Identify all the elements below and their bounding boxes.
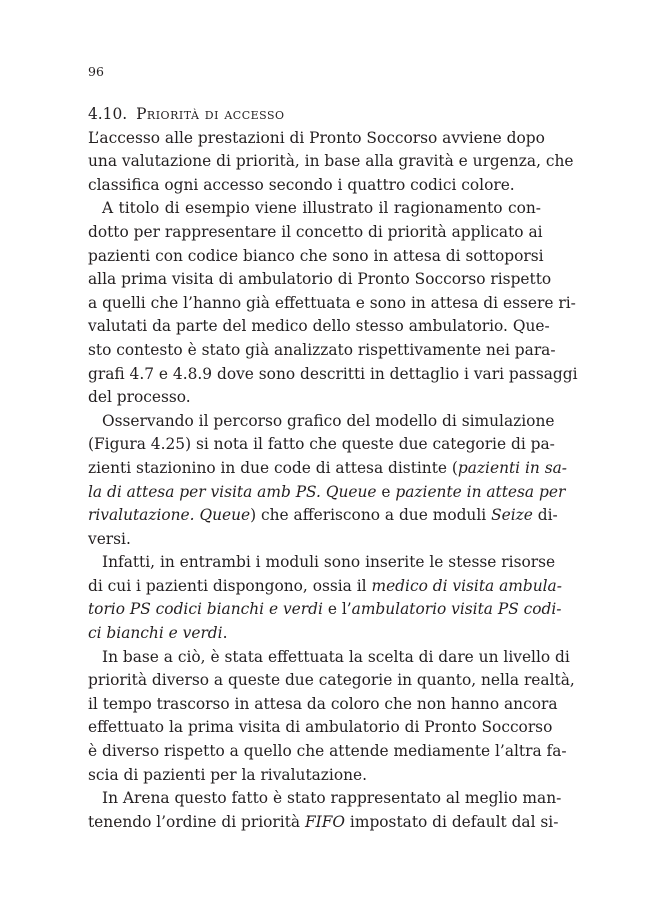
text-run: una valutazione di priorità, in base alla gravità e urgenza, che — [88, 152, 574, 171]
text-line — [88, 740, 567, 764]
text-run: e — [376, 482, 396, 501]
text-run: è diverso rispetto a quello che attende mediamente l’altra fa- — [88, 742, 567, 761]
text-line — [88, 528, 541, 552]
text-line — [88, 481, 566, 505]
text-run: (Figura 4.25) si nota il fatto che queste due categorie di pa- — [88, 435, 555, 454]
text-run: il tempo trascorso in attesa da coloro che non hanno ancora — [88, 694, 558, 713]
italic-text: medico di visita ambula- — [371, 576, 562, 595]
text-run: In base a ciò, è stata effettuata la scelta di dare un livello di — [102, 647, 570, 666]
text-line — [88, 669, 575, 693]
text-line — [88, 457, 568, 481]
text-line — [88, 339, 556, 363]
text-run: di cui i pazienti dispongono, ossia il — [88, 576, 372, 595]
text-line — [88, 575, 562, 599]
italic-text: FIFO — [304, 812, 346, 831]
italic-text: ambulatorio visita PS codi- — [351, 600, 562, 619]
text-run: zienti stazionino in due code di attesa distinte ( — [88, 458, 458, 477]
text-line — [88, 245, 544, 269]
text-line — [88, 150, 574, 174]
text-line — [88, 127, 545, 151]
italic-text: rivalutazione. Queue — [88, 506, 251, 525]
paragraph-lines — [88, 127, 578, 835]
text-line — [88, 197, 541, 221]
body-text — [88, 103, 578, 834]
text-line — [88, 386, 541, 410]
text-run: sto contesto è stato già analizzato rispettivamente nei para- — [88, 340, 556, 359]
text-run: tenendo l’ordine di priorità — [88, 812, 305, 831]
text-line — [88, 292, 576, 316]
text-line — [88, 551, 556, 575]
text-run: L’accesso alle prestazioni di Pronto Soccorso avviene dopo — [88, 128, 545, 147]
text-run: scia di pazienti per la rivalutazione. — [88, 765, 368, 784]
text-run: . — [222, 624, 228, 643]
text-run: Infatti, in entrambi i moduli sono inserite le stesse risorse — [102, 553, 556, 572]
text-run: priorità diverso a queste due categorie in quanto, nella realtà, — [88, 671, 575, 690]
text-line — [88, 363, 578, 387]
text-line — [88, 787, 562, 811]
text-line — [88, 811, 559, 835]
section-heading — [88, 103, 541, 127]
text-run: alla prima visita di ambulatorio di Pronto Soccorso rispetto — [88, 270, 552, 289]
italic-text: paziente in attesa per — [395, 482, 566, 501]
section-number: 4.10. — [88, 105, 128, 123]
text-line — [88, 268, 552, 292]
text-line — [88, 598, 562, 622]
text-line — [88, 410, 555, 434]
text-line — [88, 693, 558, 717]
text-run: e l’ — [322, 600, 352, 619]
text-run: ) che afferiscono a due moduli — [250, 506, 492, 525]
text-run: del processo. — [88, 388, 191, 407]
section-title: Priorità di accesso — [136, 105, 285, 123]
text-line — [88, 174, 541, 198]
italic-text: Seize — [491, 506, 533, 525]
text-run: Osservando il percorso grafico del modello di simulazione — [102, 411, 555, 430]
text-run: In Arena questo fatto è stato rappresentato al meglio man- — [102, 789, 562, 808]
text-run: di- — [532, 506, 558, 525]
text-run: effettuato la prima visita di ambulatorio di Pronto Soccorso — [88, 718, 553, 737]
text-run: A titolo di esempio viene illustrato il ragionamento con- — [102, 199, 541, 218]
text-run: impostato di default dal si- — [345, 812, 559, 831]
text-run: pazienti con codice bianco che sono in attesa di sottoporsi — [88, 246, 544, 265]
text-line — [88, 764, 541, 788]
page-number: 96 — [88, 64, 104, 79]
text-line — [88, 716, 553, 740]
text-line — [88, 646, 570, 670]
italic-text: pazienti in sa- — [457, 458, 568, 477]
text-run: dotto per rappresentare il concetto di priorità applicato ai — [88, 222, 543, 241]
italic-text: la di attesa per visita amb PS. Queue — [88, 482, 377, 501]
italic-text: ci bianchi e verdi — [88, 624, 223, 643]
text-line — [88, 221, 541, 245]
text-run: grafi 4.7 e 4.8.9 dove sono descritti in dettaglio i vari passaggi — [88, 364, 578, 383]
text-run: versi. — [88, 529, 131, 548]
text-run: a quelli che l’hanno già effettuata e sono in attesa di essere ri- — [88, 293, 576, 312]
italic-text: torio PS codici bianchi e verdi — [88, 600, 323, 619]
text-run: valutati da parte del medico dello stesso ambulatorio. Que- — [88, 317, 550, 336]
text-line — [88, 433, 555, 457]
text-line — [88, 504, 558, 528]
text-line — [88, 622, 541, 646]
text-run: classifica ogni accesso secondo i quattro codici colore. — [88, 175, 515, 194]
text-line — [88, 315, 550, 339]
